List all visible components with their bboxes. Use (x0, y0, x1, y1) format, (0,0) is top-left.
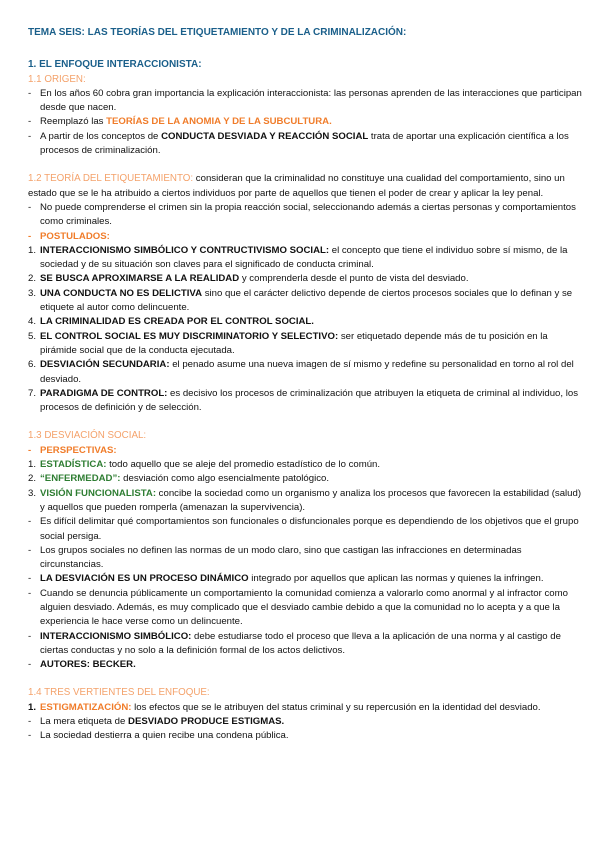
list-item-text: todo aquello que se aleje del promedio estadístico de lo común. (106, 459, 381, 471)
subsection-heading-etiquetamiento: 1.2 TEORÍA DEL ETIQUETAMIENTO: (28, 173, 194, 185)
bold-text: SE BUSCA APROXIMARSE A LA REALIDAD (40, 273, 240, 285)
list-item-text: desviación como algo esencialmente patológico. (120, 473, 330, 485)
perspectivas-label-row (28, 444, 585, 458)
bullet-marker: - (28, 116, 32, 128)
bullet-marker: - (28, 230, 32, 242)
subsection-heading-origen: 1.1 ORIGEN: (28, 73, 86, 85)
bullet-marker: - (28, 87, 32, 99)
list-number: 2. (28, 273, 37, 285)
list-item-text: Cuando se denuncia públicamente un comportamiento la comunidad comienza a valorarlo como anormal y al infractor como alguien desviado. Además, es muy complicado que el desviado cambie debido a que la comunidad no lo acepta y a que la experiencia le hace verse como un delincuente. (40, 587, 568, 628)
highlight-text: ESTADÍSTICA: (40, 459, 107, 471)
bullet-marker: - (28, 573, 32, 585)
postulados-label: POSTULADOS: (40, 230, 110, 242)
highlight-text: “ENFERMEDAD”: (40, 473, 121, 485)
bold-text: PARADIGMA DE CONTROL: (40, 387, 168, 399)
bullet-marker: - (28, 444, 32, 456)
list-item-text: No puede comprenderse el crimen sin la propia reacción social, seleccionando además a ciertas personas y comportamientos como criminales. (40, 201, 576, 228)
list-item-text: y comprenderla desde el punto de vista del desviado. (239, 273, 469, 285)
bullet-marker: - (28, 130, 32, 142)
list-item (28, 201, 585, 230)
list-item-text: Los grupos sociales no definen las normas de un modo claro, sino que castigan las infracciones en determinadas circunstancias. (40, 544, 522, 571)
list-item-text: integrado por aquellos que aplican las normas y quienes la infringen. (248, 573, 544, 585)
postulados-label-row (28, 230, 585, 244)
postulado-item (28, 287, 585, 316)
highlight-text: ESTIGMATIZACIÓN: (40, 701, 132, 713)
list-number: 6. (28, 359, 37, 371)
list-number: 1. (28, 701, 37, 713)
postulado-item (28, 244, 585, 273)
subsection-heading-vertientes: 1.4 TRES VERTIENTES DEL ENFOQUE: (28, 687, 210, 699)
document-title: TEMA SEIS: LAS TEORÍAS DEL ETIQUETAMIENTO Y DE LA CRIMINALIZACIÓN: (28, 27, 407, 38)
postulado-item (28, 315, 585, 329)
list-item (28, 130, 585, 159)
list-item-text: el concepto que tiene el individuo sobre sí mismo, de la sociedad y de su situación son claves para el significado de conducta criminal. (40, 244, 568, 271)
list-item (28, 515, 585, 544)
perspectivas-label: PERSPECTIVAS: (40, 444, 117, 456)
list-number: 5. (28, 330, 37, 342)
authors-text: AUTORES: BECKER. (40, 659, 136, 671)
bullet-marker: - (28, 630, 32, 642)
postulado-item (28, 358, 585, 387)
bold-text: EL CONTROL SOCIAL ES MUY DISCRIMINATORIO Y SELECTIVO: (40, 330, 339, 342)
list-item-text: sino que el carácter delictivo depende de ciertos procesos sociales que lo definan y se etiquete al autor como delincuente. (40, 287, 573, 314)
bullet-marker: - (28, 716, 32, 728)
paragraph-text: consideran que la criminalidad no constituye una cualidad del comportamiento, sino un estado que se le ha atribuido a ciertos individuos por parte de aquellos que tienen el poder de crear y aplicar la ley penal. (28, 173, 565, 199)
list-item-text: ser etiquetado depende más de tu posición en la pirámide social que de la conducta ejecutada. (40, 330, 548, 356)
list-item-text: La mera etiqueta de (40, 716, 129, 728)
list-item-text: es decisivo los procesos de criminalización que atribuyen la etiqueta de criminal al individuo, los procesos de definición y de selección. (40, 387, 578, 414)
bullet-marker: - (28, 544, 32, 556)
bullet-marker: - (28, 201, 32, 213)
postulado-item (28, 272, 585, 286)
list-item (28, 658, 585, 672)
list-item (28, 487, 585, 516)
list-number: 3. (28, 487, 37, 499)
postulado-item (28, 387, 585, 416)
list-item (28, 715, 585, 729)
list-item (28, 630, 585, 659)
list-item (28, 87, 585, 116)
list-item (28, 472, 585, 486)
list-item (28, 544, 585, 573)
bold-text: DESVIACIÓN SECUNDARIA: (40, 359, 170, 371)
subsection-heading-desviacion: 1.3 DESVIACIÓN SOCIAL: (28, 430, 147, 442)
bold-text: INTERACCIONISMO SIMBÓLICO Y CONTRUCTIVISMO SOCIAL: (40, 244, 330, 256)
list-number: 2. (28, 473, 37, 485)
list-item (28, 458, 585, 472)
list-number: 1. (28, 459, 37, 471)
section-heading-enfoque: 1. EL ENFOQUE INTERACCIONISTA: (28, 59, 202, 71)
list-number: 4. (28, 316, 37, 328)
list-item-text: concibe la sociedad como un organismo y analiza los procesos que favorecen la estabilidad (salud) y aquellos que pueden romperla (amenazan la supervivencia). (40, 487, 582, 513)
list-item-text: Es difícil delimitar qué comportamientos son funcionales o disfuncionales porque es dependiendo de los objetivos que el grupo social persiga. (40, 516, 579, 542)
highlight-text: VISIÓN FUNCIONALISTA: (40, 487, 157, 499)
list-item-text: los efectos que se le atribuyen del status criminal y su repercusión en la identidad del desviado. (131, 701, 541, 713)
postulado-item (28, 330, 585, 359)
bold-text: LA DESVIACIÓN ES UN PROCESO DINÁMICO (40, 573, 249, 585)
postulados-list (28, 244, 585, 416)
list-item-text: La sociedad destierra a quien recibe una condena pública. (40, 730, 289, 742)
bold-text: INTERACCIONISMO SIMBÓLICO: (40, 630, 192, 642)
bullet-marker: - (28, 730, 32, 742)
list-item (28, 701, 585, 715)
bold-text: CONDUCTA DESVIADA Y REACCIÓN SOCIAL (161, 130, 369, 142)
bold-text: LA CRIMINALIDAD ES CREADA POR EL CONTROL SOCIAL. (40, 316, 314, 328)
etiquetamiento-intro (28, 172, 585, 201)
bullet-marker: - (28, 516, 32, 528)
list-item (28, 729, 585, 743)
list-item (28, 587, 585, 630)
list-item (28, 572, 585, 586)
list-item-text: debe estudiarse todo el proceso que lleva a la aplicación de una norma y al castigo de ciertas conductas y no solo a la definición formal de los actos delictivos. (40, 630, 561, 656)
list-item (28, 115, 585, 129)
list-item-text: Reemplazó las (40, 116, 107, 128)
bullet-marker: - (28, 659, 32, 671)
list-number: 3. (28, 287, 37, 299)
list-number: 1. (28, 244, 37, 256)
list-item-text: el penado asume una nueva imagen de sí mismo y redefine su personalidad en torno al rol del desviado. (40, 359, 574, 385)
list-number: 7. (28, 387, 37, 399)
list-item-text: En los años 60 cobra gran importancia la explicación interaccionista: las personas aprenden de las interacciones que participan desde que nacen. (40, 87, 582, 114)
bullet-marker: - (28, 587, 32, 599)
highlight-text: TEORÍAS DE LA ANOMIA Y DE LA SUBCULTURA. (106, 116, 332, 128)
bold-text: DESVIADO PRODUCE ESTIGMAS. (128, 716, 285, 728)
list-item-text: trata de aportar una explicación científica a los procesos de criminalización. (40, 130, 569, 157)
list-item-text: A partir de los conceptos de (40, 130, 162, 142)
bold-text: UNA CONDUCTA NO ES DELICTIVA (40, 287, 203, 299)
